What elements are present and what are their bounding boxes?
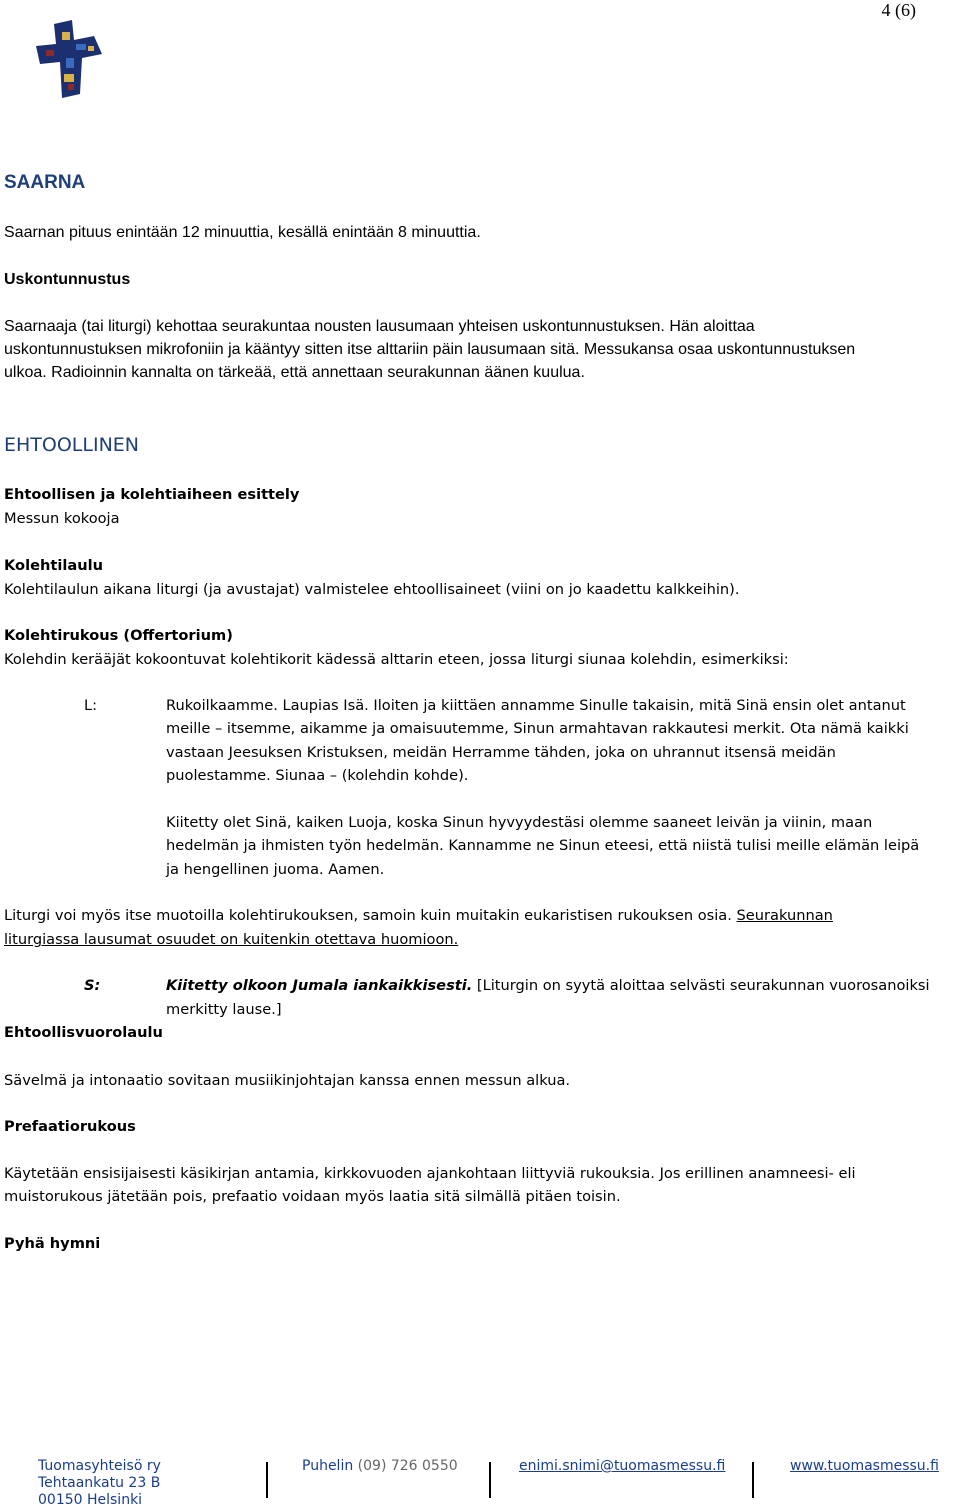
prayer-label-l: L:	[84, 697, 98, 714]
section-heading-ehtoollinen: EHTOOLLINEN	[4, 434, 140, 456]
response-note-1: [Liturgin on syytä aloittaa selvästi seurakunnan vuorosanoiksi	[472, 977, 930, 994]
prayer2-line-1: Kiitetty olet Sinä, kaiken Luoja, koska Sinun hyvyydestäsi olemme saaneet leivän ja viinin, maan	[166, 814, 873, 831]
uskontunnustus-line-3: ulkoa. Radioinnin kannalta on tärkeää, että annettaan seurakunnan äänen kuulua.	[4, 364, 585, 381]
prayer1-line-3: vastaan Jeesuksen Kristuksen, meidän Herramme tähden, joka on uhrannut itsensä meidän	[166, 744, 836, 761]
vuorolaulu-heading: Ehtoollisvuorolaulu	[4, 1024, 163, 1041]
liturgi-underlined-2: liturgiassa lausumat osuudet on kuitenkin otettava huomioon.	[4, 931, 459, 948]
prayer2-line-2: hedelmän ja ihmisten työn hedelmän. Kannamme ne Sinun eteesi, että niistä tulisi meille elämän leipä	[166, 837, 920, 854]
section-heading-saarna: SAARNA	[4, 172, 86, 193]
footer-street: Tehtaankatu 23 B	[38, 1475, 161, 1491]
response-note-2: merkitty lause.]	[166, 1001, 282, 1018]
footer-city: 00150 Helsinki	[38, 1492, 143, 1508]
prefaatio-line-2: muistorukous jätetään pois, prefaatio voidaan myös laatia sitä silmällä pitäen toisin.	[4, 1188, 621, 1205]
response-line-1	[166, 974, 960, 997]
footer-address	[38, 1458, 161, 1509]
liturgi-text: Liturgi voi myös itse muotoilla kolehtirukouksen, samoin kuin muitakin eukaristisen rukouksen osia.	[4, 907, 737, 924]
page-number: 4 (6)	[881, 0, 916, 20]
kolehtirukous-text: Kolehdin kerääjät kokoontuvat kolehtikorit kädessä alttarin eteen, jossa liturgi siunaa kolehdin, esimerkiksi:	[4, 651, 789, 668]
footer-phone-label: Puhelin	[302, 1458, 354, 1474]
footer-divider	[266, 1462, 268, 1498]
liturgi-underlined-1: Seurakunnan	[736, 907, 833, 924]
uskontunnustus-heading: Uskontunnustus	[4, 271, 131, 288]
esittely-text: Messun kokooja	[4, 510, 120, 527]
footer-website-link[interactable]: www.tuomasmessu.fi	[790, 1458, 939, 1474]
pyha-hymni-heading: Pyhä hymni	[4, 1235, 101, 1252]
footer-org: Tuomasyhteisö ry	[38, 1458, 161, 1474]
kolehtirukous-heading: Kolehtirukous (Offertorium)	[4, 627, 233, 644]
kolehtilaulu-heading: Kolehtilaulu	[4, 557, 103, 574]
esittely-heading: Ehtoollisen ja kolehtiaiheen esittely	[4, 486, 300, 503]
prefaatio-heading: Prefaatiorukous	[4, 1118, 136, 1135]
cross-logo-icon	[32, 18, 110, 100]
uskontunnustus-line-1: Saarnaaja (tai liturgi) kehottaa seurakuntaa nousten lausumaan yhteisen uskontunnustuksen. Hän aloittaa	[4, 318, 755, 335]
footer-phone	[302, 1458, 458, 1475]
response-label-s: S:	[84, 977, 101, 994]
kolehtilaulu-text: Kolehtilaulun aikana liturgi (ja avustajat) valmistelee ehtoollisaineet (viini on jo kaadettu kalkkeihin).	[4, 581, 740, 598]
footer-email-link[interactable]: enimi.snimi@tuomasmessu.fi	[519, 1458, 726, 1474]
prefaatio-line-1: Käytetään ensisijaisesti käsikirjan antamia, kirkkovuoden ajankohtaan liittyviä rukouksia. Jos erillinen anamneesi- eli	[4, 1165, 856, 1182]
prayer1-line-2: meille – itsemme, aikamme ja omaisuutemme, Sinun armahtavan rakkautesi merkit. Ota nämä kaikki	[166, 720, 909, 737]
liturgi-paragraph-line-1	[4, 904, 954, 927]
footer-phone-number: (09) 726 0550	[353, 1458, 458, 1474]
prayer1-line-4: puolestamme. Siunaa – (kolehdin kohde).	[166, 767, 469, 784]
footer-divider	[489, 1462, 491, 1498]
prayer2-line-3: ja hengellinen juoma. Aamen.	[166, 861, 385, 878]
saarna-length-note: Saarnan pituus enintään 12 minuuttia, kesällä enintään 8 minuuttia.	[4, 224, 481, 241]
vuorolaulu-text: Sävelmä ja intonaatio sovitaan musiikinjohtajan kanssa ennen messun alkua.	[4, 1072, 571, 1089]
prayer1-line-1: Rukoilkaamme. Laupias Isä. Iloiten ja kiittäen annamme Sinulle takaisin, mitä Sinä ensin olet antanut	[166, 697, 906, 714]
response-italic: Kiitetty olkoon Jumala iankaikkisesti.	[166, 977, 473, 994]
footer-divider	[752, 1462, 754, 1498]
uskontunnustus-line-2: uskontunnustuksen mikrofoniin ja kääntyy sitten itse alttariin päin lausumaan sitä. Messukansa osaa uskontunnustuksen	[4, 341, 856, 358]
